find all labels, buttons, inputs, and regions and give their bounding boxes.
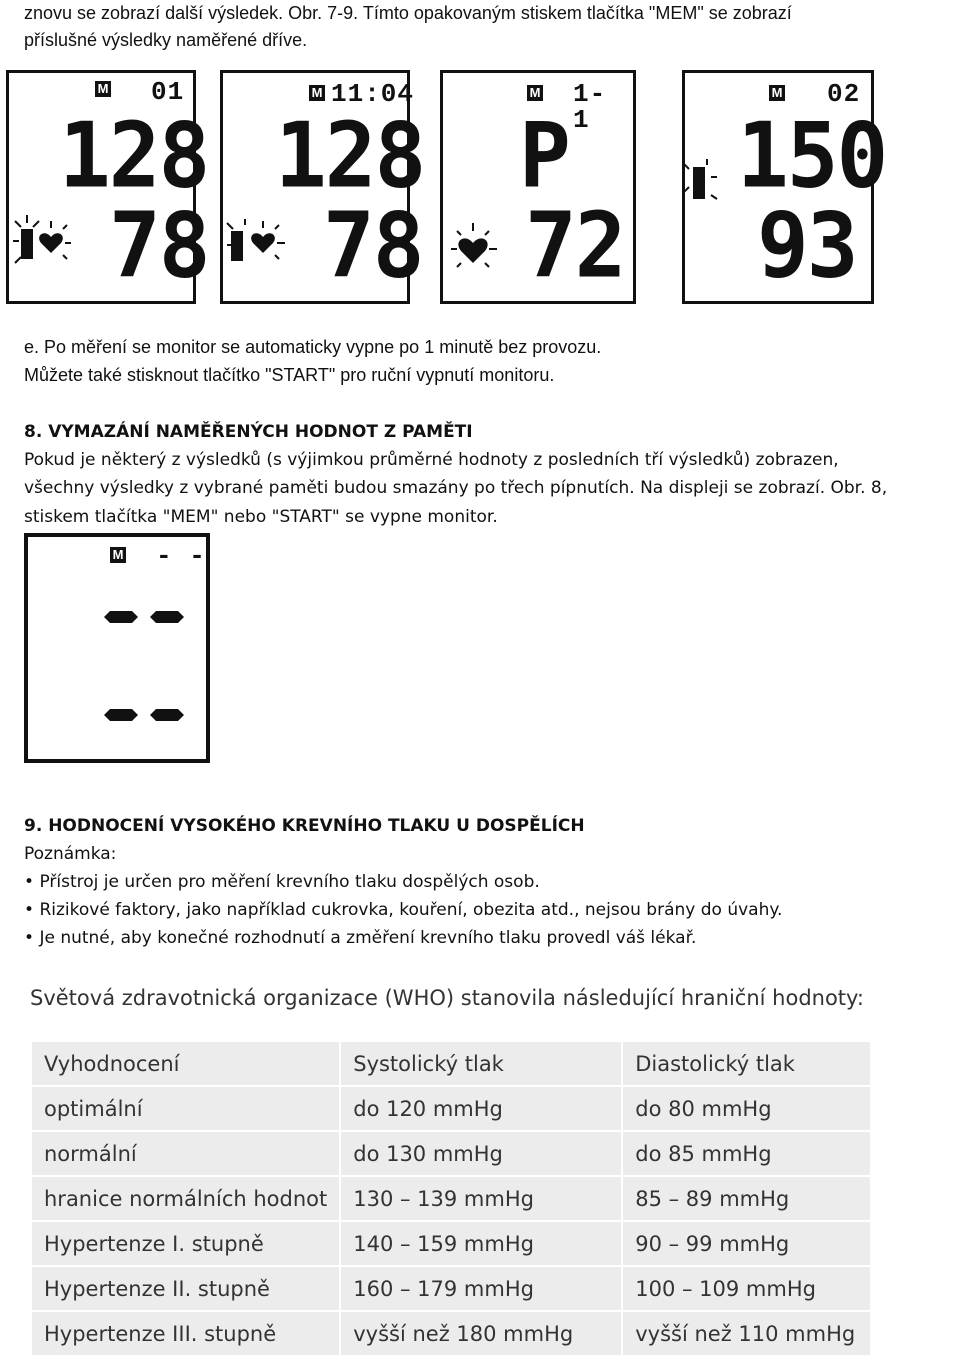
bullet-text: Rizikové faktory, jako například cukrovka, kouření, obezita atd., nejsou brány do úvahy. [39,900,783,920]
memory-icon: M [309,85,325,101]
table-cell: 130 – 139 mmHg [340,1176,622,1221]
table-cell: 140 – 159 mmHg [340,1221,622,1266]
section-8-line-1: Pokud je některý z výsledků (s výjimkou průměrné hodnoty z posledních tří výsledků) zobrazen, [24,450,839,470]
header-cell: Diastolický tlak [622,1041,871,1086]
table-row [31,1266,871,1311]
table-cell: normální [31,1131,340,1176]
lcd-systolic: 150 [737,103,887,209]
table-header-row [31,1041,871,1086]
section-9-heading: 9. HODNOCENÍ VYSOKÉHO KREVNÍHO TLAKU U DOSPĚLÍCH [24,816,585,836]
table-cell: 90 – 99 mmHg [622,1221,871,1266]
lcd-diastolic: 93 [757,193,857,299]
lcd-display-1 [6,70,209,304]
table-cell: 85 – 89 mmHg [622,1176,871,1221]
table-cell: Hypertenze I. stupně [31,1221,340,1266]
table-cell: 100 – 109 mmHg [622,1266,871,1311]
table-cell: optimální [31,1086,340,1131]
lcd-display-2 [220,70,425,304]
table-cell: do 85 mmHg [622,1131,871,1176]
battery-heart-icon [223,73,413,307]
table-cell: Hypertenze II. stupně [31,1266,340,1311]
intro-line-1: znovu se zobrazí další výsledek. Obr. 7-9. Tímto opakovaným stiskem tlačítka "MEM" se zobrazí [24,3,792,23]
section-e-line-2: Můžete také stisknout tlačítko "START" pro ruční vypnutí monitoru. [24,365,555,385]
dashes-display [28,537,214,767]
section-8-heading: 8. VYMAZÁNÍ NAMĚŘENÝCH HODNOT Z PAMĚTI [24,422,473,442]
table-row [31,1311,871,1356]
table-row [31,1131,871,1176]
table-cell: 160 – 179 mmHg [340,1266,622,1311]
table-cell: do 120 mmHg [340,1086,622,1131]
memory-icon: M [769,85,785,101]
header-cell: Systolický tlak [340,1041,622,1086]
table-row [31,1221,871,1266]
heart-icon [443,73,639,307]
lcd-diastolic: 78 [109,193,209,299]
lcd-systolic: 128 [275,103,425,209]
table-cell: hranice normálních hodnot [31,1176,340,1221]
bullet-text: Přístroj je určen pro měření krevního tlaku dospělých osob. [39,872,540,892]
who-limits-table [30,1040,872,1357]
lcd-time: 11:04 [331,79,415,109]
lcd-pulse-symbol: P [519,103,569,209]
lcd-display-3 [440,70,636,304]
bullet-text: Je nutné, aby konečné rozhodnutí a změření krevního tlaku provedl váš lékař. [39,928,697,948]
table-cell: vyšší než 110 mmHg [622,1311,871,1356]
intro-line-2: příslušné výsledky naměřené dříve. [24,30,308,50]
lcd-pulse: 72 [525,193,625,299]
table-cell: do 130 mmHg [340,1131,622,1176]
bullet-item: • Je nutné, aby konečné rozhodnutí a změření krevního tlaku provedl váš lékař. [24,928,697,948]
who-table-title: Světová zdravotnická organizace (WHO) stanovila následující hraniční hodnoty: [30,986,865,1010]
lcd-display-4 [682,70,887,304]
lcd-memory-number: 01 [151,77,185,107]
section-e-line-1: e. Po měření se monitor se automaticky vypne po 1 minutě bez provozu. [24,337,602,357]
bullet-item: • Rizikové faktory, jako například cukrovka, kouření, obezita atd., nejsou brány do úvahy. [24,900,783,920]
lcd-display-erase [24,533,210,763]
memory-icon: M [95,81,111,97]
section-8-line-3: stiskem tlačítka "MEM" nebo "START" se vypne monitor. [24,507,498,527]
lcd-memory-number: 1- 1 [573,79,607,135]
battery-heart-icon [9,73,199,307]
table-row [31,1086,871,1131]
table-cell: do 80 mmHg [622,1086,871,1131]
lcd-systolic: 128 [59,103,209,209]
lcd-memory-number: 02 [827,79,861,109]
table-cell: Hypertenze III. stupně [31,1311,340,1356]
note-label: Poznámka: [24,844,117,864]
lcd-memory-number: - - [156,541,206,571]
section-8-line-2: všechny výsledky z vybrané paměti budou smazány po třech pípnutích. Na displeji se zobrazí. Obr. 8, [24,478,888,498]
header-cell: Vyhodnocení [31,1041,340,1086]
lcd-diastolic: 78 [323,193,423,299]
table-row [31,1176,871,1221]
memory-icon: M [527,85,543,101]
bullet-item: • Přístroj je určen pro měření krevního tlaku dospělých osob. [24,872,540,892]
memory-icon: M [110,547,126,563]
table-cell: vyšší než 180 mmHg [340,1311,622,1356]
battery-icon [685,73,877,307]
